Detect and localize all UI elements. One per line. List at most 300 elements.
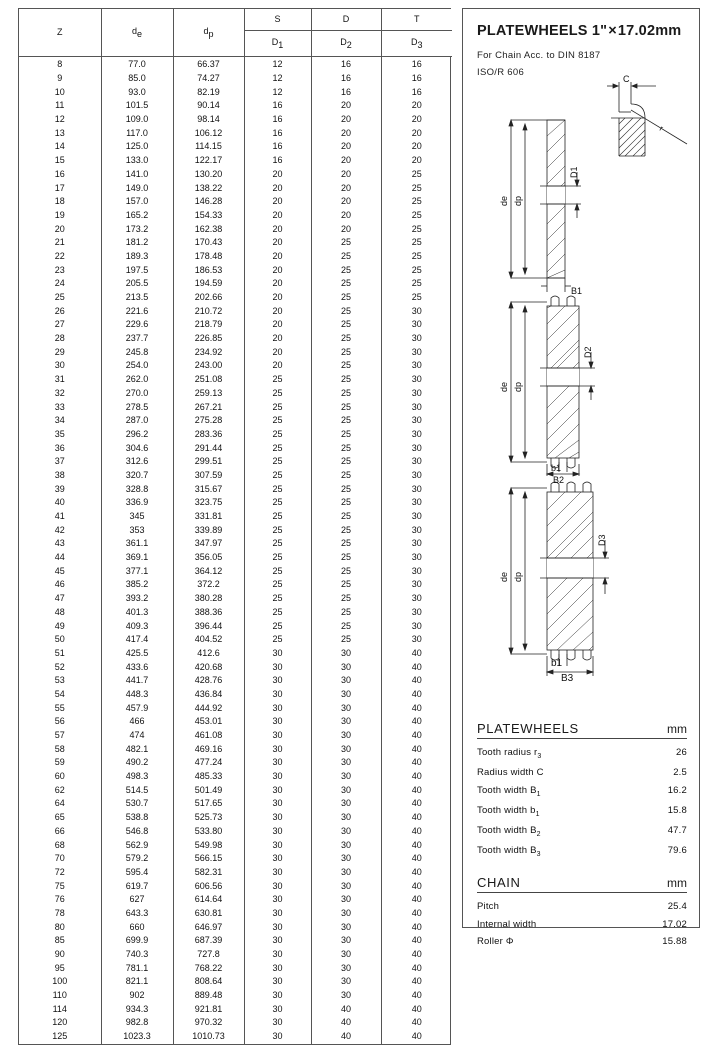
cell-d3: 40 xyxy=(411,976,422,987)
cell-dp: 404.52 xyxy=(173,633,244,647)
table-row xyxy=(19,441,452,455)
cell-z: 24 xyxy=(19,277,101,291)
cell-de: 85.0 xyxy=(101,72,173,86)
table-row xyxy=(19,907,452,921)
cell-de: 409.3 xyxy=(101,619,173,633)
cell-z: 25 xyxy=(19,291,101,305)
cell-d2: 20 xyxy=(311,195,381,209)
cell-d2: 25 xyxy=(311,304,381,318)
cell-z: 51 xyxy=(19,647,101,661)
triplex-label-width: B3 xyxy=(561,673,574,684)
cell-dp: 453.01 xyxy=(173,715,244,729)
cell-d1: 20 xyxy=(244,250,311,264)
cell-d3: 30 xyxy=(411,428,422,439)
table-row xyxy=(19,783,452,797)
cell-d1: 25 xyxy=(244,606,311,620)
cell-d1: 20 xyxy=(244,195,311,209)
table-row xyxy=(19,154,452,168)
cell-dp: 485.33 xyxy=(173,770,244,784)
cell-d3: 40 xyxy=(411,702,422,713)
cell-z: 60 xyxy=(19,770,101,784)
table-row xyxy=(19,688,452,702)
table-row xyxy=(19,729,452,743)
cell-z: 10 xyxy=(19,85,101,99)
cell-z: 80 xyxy=(19,920,101,934)
cell-dp: 234.92 xyxy=(173,345,244,359)
cell-d1: 30 xyxy=(244,715,311,729)
cell-dp: 606.56 xyxy=(173,879,244,893)
cell-dp: 687.39 xyxy=(173,934,244,948)
cell-de: 117.0 xyxy=(101,126,173,140)
cell-z: 29 xyxy=(19,345,101,359)
triplex-label-de: de xyxy=(499,571,509,582)
cell-z: 31 xyxy=(19,373,101,387)
table-row xyxy=(19,414,452,428)
cell-d1: 16 xyxy=(244,140,311,154)
cell-de: 320.7 xyxy=(101,469,173,483)
cell-d3: 40 xyxy=(411,716,422,727)
cell-dp: 186.53 xyxy=(173,263,244,277)
table-row xyxy=(19,359,452,373)
cell-d2: 20 xyxy=(311,113,381,127)
cell-d1: 30 xyxy=(244,688,311,702)
cell-z: 16 xyxy=(19,168,101,182)
table-row xyxy=(19,455,452,469)
standard-iso: ISO/R 606 xyxy=(477,67,525,78)
cell-z: 78 xyxy=(19,907,101,921)
cell-d3: 25 xyxy=(411,237,422,248)
cell-de: 262.0 xyxy=(101,373,173,387)
cell-d3: 30 xyxy=(411,442,422,453)
info-panel xyxy=(462,8,700,948)
cell-dp: 388.36 xyxy=(173,606,244,620)
table-row xyxy=(19,250,452,264)
cell-d1: 20 xyxy=(244,332,311,346)
table-row xyxy=(19,633,452,647)
table-row xyxy=(19,975,452,989)
cell-d1: 30 xyxy=(244,907,311,921)
platewheels-spec-label: Tooth width $B_3$ xyxy=(477,845,541,858)
table-row xyxy=(19,496,452,510)
cell-de: 353 xyxy=(101,523,173,537)
cell-d2: 25 xyxy=(311,441,381,455)
table-row xyxy=(19,113,452,127)
platewheels-spec-row xyxy=(477,748,687,760)
cell-de: 448.3 xyxy=(101,688,173,702)
platewheels-spec-value: 2.5 xyxy=(673,767,687,779)
table-row xyxy=(19,961,452,975)
table-row xyxy=(19,920,452,934)
cell-d1: 25 xyxy=(244,523,311,537)
table-row xyxy=(19,222,452,236)
cell-d1: 30 xyxy=(244,879,311,893)
table-row xyxy=(19,1030,452,1044)
cell-d1: 20 xyxy=(244,263,311,277)
cell-d1: 30 xyxy=(244,783,311,797)
cell-dp: 347.97 xyxy=(173,537,244,551)
cell-d1: 25 xyxy=(244,578,311,592)
cell-de: 433.6 xyxy=(101,660,173,674)
header-dp-label: $d_p$ xyxy=(203,25,214,39)
cell-z: 68 xyxy=(19,838,101,852)
title-block xyxy=(463,9,699,78)
cell-dp: 82.19 xyxy=(173,85,244,99)
cell-d2: 25 xyxy=(311,332,381,346)
cell-z: 62 xyxy=(19,783,101,797)
table-row xyxy=(19,619,452,633)
cell-de: 304.6 xyxy=(101,441,173,455)
table-row xyxy=(19,537,452,551)
cell-de: 181.2 xyxy=(101,236,173,250)
cell-z: 42 xyxy=(19,523,101,537)
cell-d3: 40 xyxy=(411,675,422,686)
cell-dp: 218.79 xyxy=(173,318,244,332)
cell-d3: 25 xyxy=(411,196,422,207)
cell-d3: 16 xyxy=(411,86,422,97)
platewheels-spec-row xyxy=(477,768,687,778)
cell-d3: 20 xyxy=(411,155,422,166)
table-row xyxy=(19,715,452,729)
header-d3: $D_3$ xyxy=(381,31,452,57)
title-pitch-size: 17.02mm xyxy=(617,23,682,39)
cell-d1: 12 xyxy=(244,57,311,72)
header-d2: $D_2$ xyxy=(311,31,381,57)
cell-d2: 30 xyxy=(311,811,381,825)
cell-d1: 25 xyxy=(244,469,311,483)
cell-d2: 30 xyxy=(311,852,381,866)
triplex-sprocket-drawing xyxy=(485,476,635,684)
cell-d3: 25 xyxy=(411,182,422,193)
cell-d2: 25 xyxy=(311,428,381,442)
cell-d2: 25 xyxy=(311,373,381,387)
cell-d1: 16 xyxy=(244,154,311,168)
cell-dp: 170.43 xyxy=(173,236,244,250)
cell-de: 466 xyxy=(101,715,173,729)
cell-dp: 566.15 xyxy=(173,852,244,866)
cell-d3: 40 xyxy=(411,825,422,836)
table-row xyxy=(19,578,452,592)
table-row xyxy=(19,592,452,606)
cell-de: 538.8 xyxy=(101,811,173,825)
cell-d2: 20 xyxy=(311,154,381,168)
table-row xyxy=(19,838,452,852)
cell-d1: 30 xyxy=(244,1016,311,1030)
cell-d1: 30 xyxy=(244,742,311,756)
cell-de: 221.6 xyxy=(101,304,173,318)
cell-z: 37 xyxy=(19,455,101,469)
duplex-label-de: de xyxy=(499,381,509,392)
cell-d2: 30 xyxy=(311,893,381,907)
cell-de: 336.9 xyxy=(101,496,173,510)
chain-spec-row xyxy=(477,937,687,947)
cell-dp: 339.89 xyxy=(173,523,244,537)
cell-z: 12 xyxy=(19,113,101,127)
cell-dp: 283.36 xyxy=(173,428,244,442)
cell-d1: 20 xyxy=(244,304,311,318)
cell-d1: 30 xyxy=(244,934,311,948)
cell-dp: 768.22 xyxy=(173,961,244,975)
cell-d1: 20 xyxy=(244,168,311,182)
cell-dp: 291.44 xyxy=(173,441,244,455)
platewheels-spec-label: Tooth radius $r_3$ xyxy=(477,747,542,760)
cell-z: 19 xyxy=(19,209,101,223)
simplex-label-width: B1 xyxy=(571,286,583,296)
cell-d3: 40 xyxy=(411,730,422,741)
cell-d3: 20 xyxy=(411,141,422,152)
cell-d1: 30 xyxy=(244,729,311,743)
cell-z: 125 xyxy=(19,1030,101,1044)
cell-d3: 30 xyxy=(411,565,422,576)
cell-dp: 243.00 xyxy=(173,359,244,373)
cell-d2: 25 xyxy=(311,387,381,401)
spec-table xyxy=(19,9,452,1044)
cell-d2: 20 xyxy=(311,181,381,195)
cell-dp: 122.17 xyxy=(173,154,244,168)
table-row xyxy=(19,291,452,305)
cell-de: 173.2 xyxy=(101,222,173,236)
cell-d3: 40 xyxy=(411,853,422,864)
cell-z: 50 xyxy=(19,633,101,647)
cell-dp: 331.81 xyxy=(173,510,244,524)
cell-de: 377.1 xyxy=(101,564,173,578)
platewheels-spec-value: 16.2 xyxy=(667,784,687,796)
cell-de: 821.1 xyxy=(101,975,173,989)
table-row xyxy=(19,373,452,387)
cell-z: 26 xyxy=(19,304,101,318)
cell-dp: 323.75 xyxy=(173,496,244,510)
cell-d2: 30 xyxy=(311,742,381,756)
cell-d1: 16 xyxy=(244,126,311,140)
cell-d2: 25 xyxy=(311,564,381,578)
cell-d2: 40 xyxy=(311,1016,381,1030)
cell-dp: 315.67 xyxy=(173,482,244,496)
cell-d3: 20 xyxy=(411,127,422,138)
cell-de: 245.8 xyxy=(101,345,173,359)
cell-z: 95 xyxy=(19,961,101,975)
platewheels-spec-value: 79.6 xyxy=(667,845,687,856)
cell-d2: 30 xyxy=(311,989,381,1003)
cell-dp: 162.38 xyxy=(173,222,244,236)
cell-d3: 40 xyxy=(411,757,422,768)
cell-de: 530.7 xyxy=(101,797,173,811)
table-row xyxy=(19,209,452,223)
header-group-triplex: T xyxy=(381,9,452,31)
cell-z: 43 xyxy=(19,537,101,551)
page-title xyxy=(477,23,699,39)
sprocket-dimension-table xyxy=(18,8,451,1045)
simplex-label-dp: dp xyxy=(513,195,523,206)
cell-dp: 66.37 xyxy=(173,57,244,72)
cell-z: 33 xyxy=(19,400,101,414)
cell-de: 417.4 xyxy=(101,633,173,647)
table-row xyxy=(19,551,452,565)
cell-d3: 30 xyxy=(411,346,422,357)
cell-z: 11 xyxy=(19,99,101,113)
cell-d3: 30 xyxy=(411,401,422,412)
table-row xyxy=(19,332,452,346)
cell-d1: 25 xyxy=(244,619,311,633)
cell-d3: 30 xyxy=(411,456,422,467)
cell-d1: 25 xyxy=(244,633,311,647)
cell-d3: 30 xyxy=(411,620,422,631)
table-row xyxy=(19,304,452,318)
cell-d3: 25 xyxy=(411,223,422,234)
cell-d3: 40 xyxy=(411,812,422,823)
cell-z: 66 xyxy=(19,825,101,839)
cell-d2: 30 xyxy=(311,961,381,975)
table-row xyxy=(19,770,452,784)
cell-dp: 202.66 xyxy=(173,291,244,305)
duplex-label-width: B2 xyxy=(553,475,565,485)
cell-z: 110 xyxy=(19,989,101,1003)
cell-z: 56 xyxy=(19,715,101,729)
cell-de: 982.8 xyxy=(101,1016,173,1030)
chain-spec-value: 15.88 xyxy=(662,936,687,948)
table-row xyxy=(19,72,452,86)
platewheels-spec-row xyxy=(477,806,687,818)
cell-de: 270.0 xyxy=(101,387,173,401)
cell-d2: 25 xyxy=(311,455,381,469)
cell-de: 579.2 xyxy=(101,852,173,866)
cell-de: 165.2 xyxy=(101,209,173,223)
cell-de: 393.2 xyxy=(101,592,173,606)
chain-spec-value: 17.02 xyxy=(662,918,687,930)
cell-d1: 30 xyxy=(244,1002,311,1016)
cell-z: 35 xyxy=(19,428,101,442)
cell-d3: 40 xyxy=(411,1017,422,1028)
cell-de: 934.3 xyxy=(101,1002,173,1016)
cell-de: 781.1 xyxy=(101,961,173,975)
cell-d2: 30 xyxy=(311,948,381,962)
cell-d1: 25 xyxy=(244,564,311,578)
platewheels-spec-label: Tooth width $B_1$ xyxy=(477,784,541,798)
table-row xyxy=(19,934,452,948)
chain-spec-row xyxy=(477,920,687,930)
cell-dp: 889.48 xyxy=(173,989,244,1003)
cell-d3: 40 xyxy=(411,962,422,973)
platewheels-spec-value: 47.7 xyxy=(667,824,687,836)
cell-z: 64 xyxy=(19,797,101,811)
cell-dp: 114.15 xyxy=(173,140,244,154)
cell-d3: 25 xyxy=(411,292,422,303)
cell-dp: 436.84 xyxy=(173,688,244,702)
cell-de: 457.9 xyxy=(101,701,173,715)
cell-d1: 25 xyxy=(244,441,311,455)
cell-dp: 396.44 xyxy=(173,619,244,633)
cell-d3: 40 xyxy=(411,894,422,905)
cell-d3: 30 xyxy=(411,606,422,617)
table-row xyxy=(19,181,452,195)
cell-dp: 727.8 xyxy=(173,948,244,962)
table-row xyxy=(19,660,452,674)
cell-dp: 582.31 xyxy=(173,866,244,880)
table-row xyxy=(19,387,452,401)
cell-dp: 630.81 xyxy=(173,907,244,921)
platewheels-spec-label: Tooth width $B_2$ xyxy=(477,824,541,838)
cell-d3: 40 xyxy=(411,743,422,754)
table-row xyxy=(19,948,452,962)
cell-z: 23 xyxy=(19,263,101,277)
chain-spec-label: Internal width xyxy=(477,918,537,930)
cell-de: 546.8 xyxy=(101,825,173,839)
cell-de: 474 xyxy=(101,729,173,743)
cell-z: 14 xyxy=(19,140,101,154)
cell-z: 39 xyxy=(19,482,101,496)
cell-d3: 30 xyxy=(411,634,422,645)
cell-de: 189.3 xyxy=(101,250,173,264)
cell-de: 660 xyxy=(101,920,173,934)
cell-dp: 154.33 xyxy=(173,209,244,223)
cell-d1: 30 xyxy=(244,852,311,866)
cell-d2: 25 xyxy=(311,537,381,551)
header-de xyxy=(101,9,173,57)
duplex-label-tooth: b1 xyxy=(551,463,562,473)
cell-dp: 808.64 xyxy=(173,975,244,989)
cell-d2: 20 xyxy=(311,168,381,182)
cell-d2: 30 xyxy=(311,647,381,661)
cell-d2: 20 xyxy=(311,209,381,223)
cell-d3: 25 xyxy=(411,168,422,179)
cell-z: 57 xyxy=(19,729,101,743)
platewheels-spec-row xyxy=(477,826,687,838)
cell-dp: 646.97 xyxy=(173,920,244,934)
cell-de: 361.1 xyxy=(101,537,173,551)
triplex-label-bore: D3 xyxy=(597,534,607,546)
cell-d2: 25 xyxy=(311,277,381,291)
cell-de: 125.0 xyxy=(101,140,173,154)
cell-z: 38 xyxy=(19,469,101,483)
cell-d3: 25 xyxy=(411,209,422,220)
cell-de: 101.5 xyxy=(101,99,173,113)
cell-d2: 30 xyxy=(311,838,381,852)
cell-d2: 16 xyxy=(311,72,381,86)
cell-d3: 30 xyxy=(411,483,422,494)
cell-d1: 25 xyxy=(244,455,311,469)
header-dp xyxy=(173,9,244,57)
cell-d2: 20 xyxy=(311,222,381,236)
cell-d1: 30 xyxy=(244,893,311,907)
cell-d1: 20 xyxy=(244,277,311,291)
cell-z: 18 xyxy=(19,195,101,209)
cell-d3: 30 xyxy=(411,333,422,344)
header-group-simplex: S xyxy=(244,9,311,31)
table-row xyxy=(19,168,452,182)
cell-de: 369.1 xyxy=(101,551,173,565)
simplex-label-de: de xyxy=(499,195,509,206)
cell-d1: 16 xyxy=(244,113,311,127)
cell-d3: 20 xyxy=(411,100,422,111)
cell-d2: 40 xyxy=(311,1030,381,1044)
cell-z: 58 xyxy=(19,742,101,756)
cell-d3: 20 xyxy=(411,114,422,125)
cell-dp: 226.85 xyxy=(173,332,244,346)
cell-z: 72 xyxy=(19,866,101,880)
detail-label-c: C xyxy=(623,74,630,84)
cell-de: 345 xyxy=(101,510,173,524)
cell-z: 40 xyxy=(19,496,101,510)
cell-d3: 30 xyxy=(411,538,422,549)
cell-dp: 517.65 xyxy=(173,797,244,811)
simplex-label-bore: D1 xyxy=(569,166,579,178)
cell-z: 17 xyxy=(19,181,101,195)
cell-d3: 30 xyxy=(411,511,422,522)
cell-d1: 30 xyxy=(244,811,311,825)
table-row xyxy=(19,866,452,880)
table-row xyxy=(19,236,452,250)
cell-de: 328.8 xyxy=(101,482,173,496)
cell-de: 482.1 xyxy=(101,742,173,756)
cell-dp: 970.32 xyxy=(173,1016,244,1030)
